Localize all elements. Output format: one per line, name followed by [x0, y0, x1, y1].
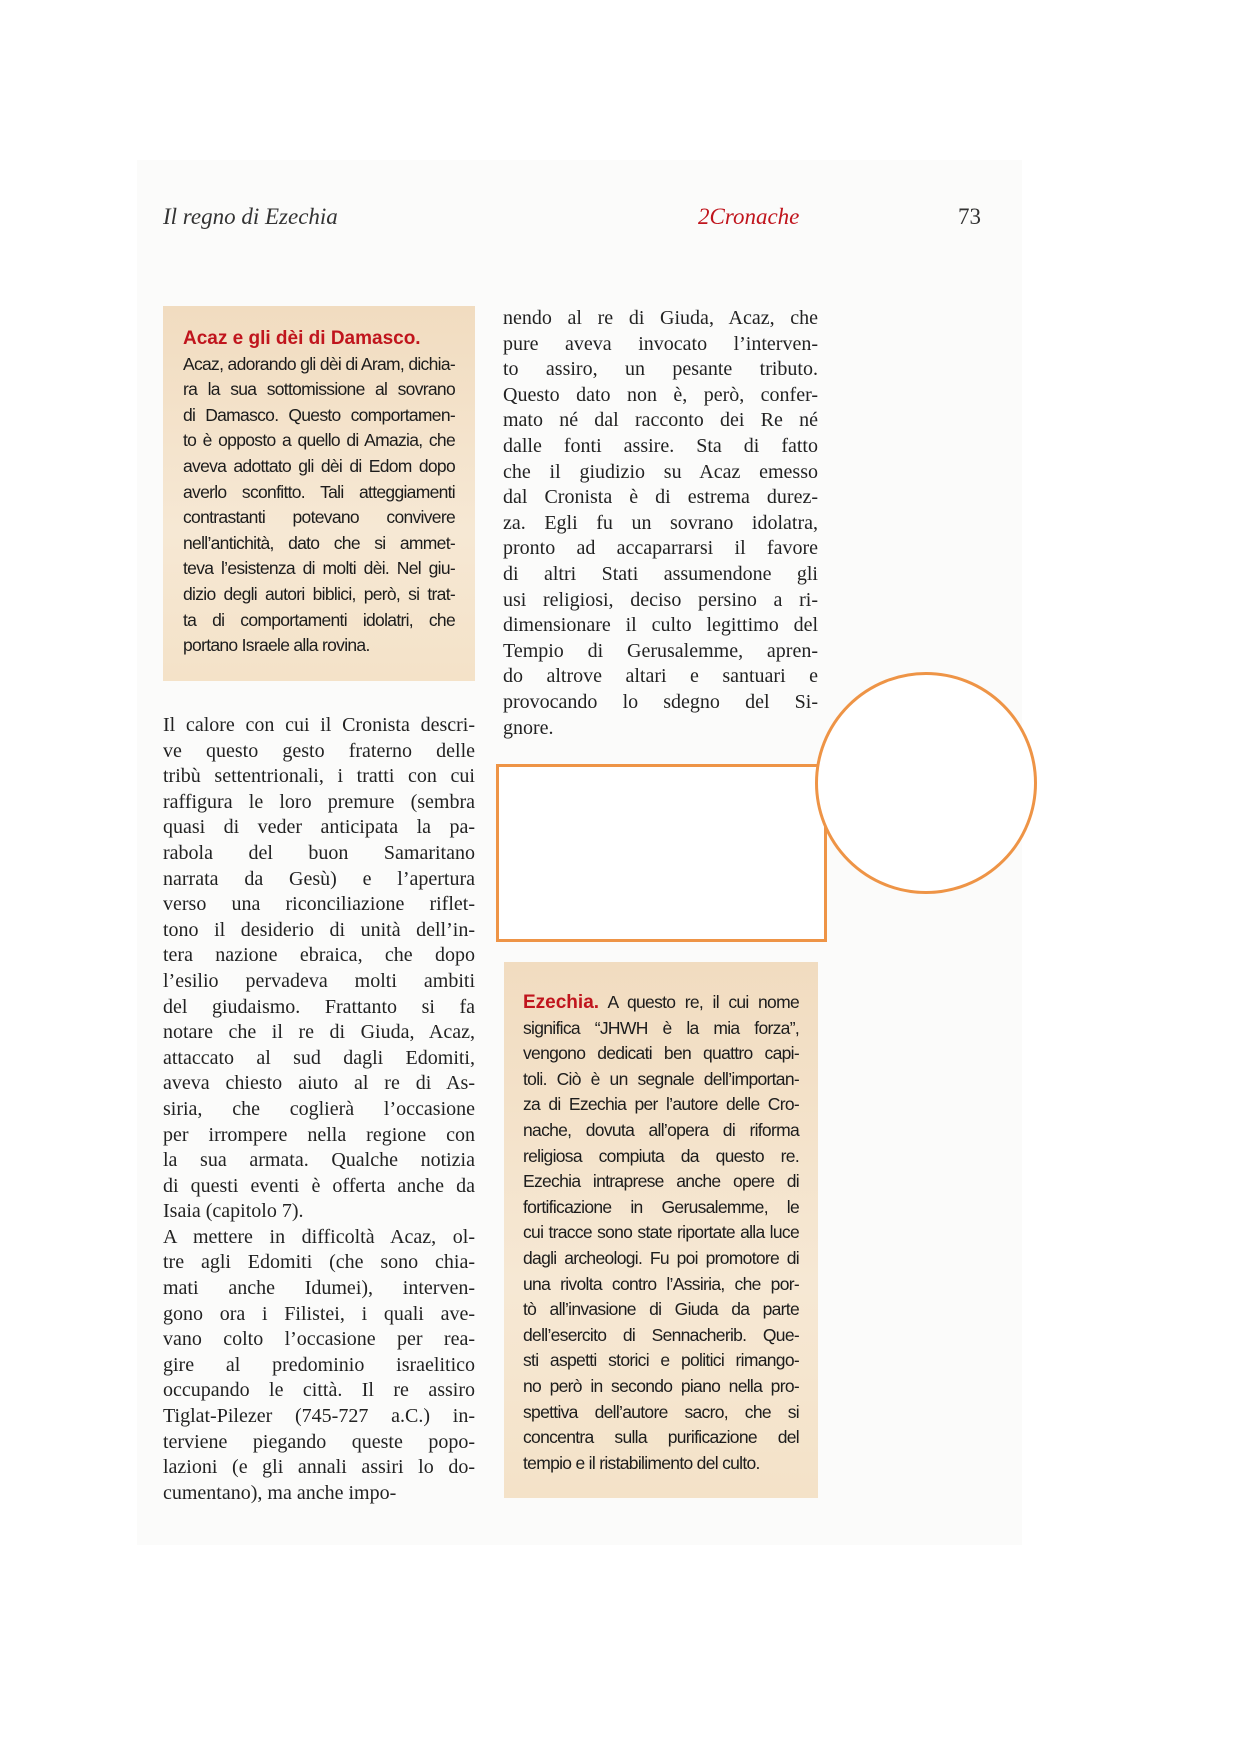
text-line: verso una riconciliazione riflet-: [163, 893, 475, 916]
text-line: ve questo gesto fraterno delle: [163, 739, 475, 762]
text-line: gnore.: [503, 716, 554, 739]
box-acaz-line: ta di comportamenti idolatri, che: [183, 609, 455, 630]
text-line: pure aveva invocato l’interven-: [503, 332, 818, 355]
box-ezechia-line: cui tracce sono state riportate alla luce: [523, 1222, 799, 1243]
text-line: di altri Stati assumendone gli: [503, 562, 818, 585]
text-line: Isaia (capitolo 7).: [163, 1200, 304, 1223]
text-line: do altrove altari e santuari e: [503, 665, 818, 688]
text-line: vano colto l’occasione per rea-: [163, 1328, 475, 1351]
text-line: di questi eventi è offerta anche da: [163, 1174, 475, 1197]
box-acaz-line: ra la sua sottomissione al sovrano: [183, 379, 455, 400]
box-ezechia-line: sti aspetti storici e politici rimango-: [523, 1350, 799, 1371]
box-acaz-line: teva l’esistenza di molti dèi. Nel giu-: [183, 558, 455, 579]
box-ezechia-first-line: A questo re, il cui nome: [607, 992, 800, 1012]
box-acaz-line: portano Israele alla rovina.: [183, 635, 370, 656]
box-acaz-text: [183, 326, 455, 659]
text-line: nendo al re di Giuda, Acaz, che: [503, 307, 818, 329]
box-ezechia-line: nache, dovuta all’opera di riforma: [523, 1119, 799, 1140]
text-line: quasi di veder anticipata la pa-: [163, 816, 475, 839]
text-line: gire al predominio israelitico: [163, 1353, 475, 1376]
running-header-book: 2Cronache: [698, 204, 800, 229]
text-line: provocando lo sdegno del Si-: [503, 690, 818, 713]
text-line: dal Cronista è di estrema durez-: [503, 486, 818, 509]
text-line: cumentano), ma anche impo-: [163, 1481, 397, 1504]
box-ezechia-text: [523, 990, 799, 1476]
annotation-rectangle: [496, 764, 827, 942]
box-acaz-title: Acaz e gli dèi di Damasco.: [183, 328, 421, 349]
box-ezechia-line: religiosa compiuta da questo re.: [523, 1145, 799, 1166]
text-line: mati anche Idumei), interven-: [163, 1277, 475, 1300]
box-acaz-line: di Damasco. Questo comportamen-: [183, 404, 455, 425]
text-line: tre agli Edomiti (che sono chia-: [163, 1251, 475, 1274]
box-ezechia-title: Ezechia.: [523, 992, 600, 1013]
text-line: attaccato al sud dagli Edomiti,: [163, 1046, 475, 1069]
box-ezechia-line: dell’esercito di Sennacherib. Que-: [523, 1324, 799, 1345]
text-line: Il calore con cui il Cronista descri-: [163, 714, 475, 736]
text-line: za. Egli fu un sovrano idolatra,: [503, 511, 818, 534]
text-line: del giudaismo. Frattanto si fa: [163, 995, 475, 1018]
text-line: usi religiosi, deciso persino a ri-: [503, 588, 818, 611]
left-text-column: [163, 713, 475, 1506]
text-line: aveva chiesto aiuto al re di As-: [163, 1072, 475, 1095]
text-line: mato né dal racconto dei Re né: [503, 409, 818, 432]
annotation-circle: [815, 672, 1037, 894]
text-line: tera nazione ebraica, che dopo: [163, 944, 475, 967]
text-line: narrata da Gesù) e l’apertura: [163, 867, 475, 890]
text-line: tono il desiderio di unità dell’in-: [163, 918, 475, 941]
box-acaz-line: Acaz, adorando gli dèi di Aram, dichia-: [183, 353, 455, 374]
middle-text-column: [503, 306, 818, 741]
text-line: che il giudizio su Acaz emesso: [503, 460, 818, 483]
text-line: per irrompere nella regione con: [163, 1123, 475, 1146]
text-line: occupando le città. Il re assiro: [163, 1379, 475, 1402]
box-ezechia-line: concentra sulla purificazione del: [523, 1427, 799, 1448]
text-line: to assiro, un pesante tributo.: [503, 358, 818, 381]
box-ezechia-line: za di Ezechia per l’autore delle Cro-: [523, 1094, 799, 1115]
box-acaz-line: nell’antichità, dato che si ammet-: [183, 532, 455, 553]
text-line: notare che il re di Giuda, Acaz,: [163, 1021, 475, 1044]
text-line: A mettere in difficoltà Acaz, ol-: [163, 1225, 475, 1248]
text-line: tribù settentrionali, i tratti con cui: [163, 765, 475, 788]
box-ezechia-line: vengono dedicati ben quattro capi-: [523, 1043, 799, 1064]
box-acaz-line: dizio degli autori biblici, però, si trat-: [183, 583, 455, 604]
box-ezechia-line: fortificazione in Gerusalemme, le: [523, 1196, 799, 1217]
box-acaz-line: aveva adottato gli dèi di Edom dopo: [183, 455, 455, 476]
box-ezechia-line: Ezechia intraprese anche opere di: [523, 1171, 799, 1192]
page-number: 73: [958, 204, 981, 229]
text-line: l’esilio pervadeva molti ambiti: [163, 969, 475, 992]
text-line: Tempio di Gerusalemme, apren-: [503, 639, 818, 662]
box-ezechia-line: no però in secondo piano nella pro-: [523, 1375, 799, 1396]
text-line: Tiglat-Pilezer (745-727 a.C.) in-: [163, 1405, 475, 1428]
text-line: Questo dato non è, però, confer-: [503, 383, 818, 406]
box-ezechia-line: tempio e il ristabilimento del culto.: [523, 1452, 760, 1473]
text-line: dimensionare il culto legittimo del: [503, 614, 818, 637]
box-ezechia-line: toli. Ciò è un segnale dell’importan-: [523, 1068, 799, 1089]
box-acaz-line: to è opposto a quello di Amazia, che: [183, 430, 455, 451]
box-acaz-line: averlo sconfitto. Tali atteggiamenti: [183, 481, 455, 502]
text-line: lazioni (e gli annali assiri lo do-: [163, 1456, 475, 1479]
box-ezechia-line: dagli archeologi. Fu poi promotore di: [523, 1247, 799, 1268]
box-ezechia-line: spettiva dell’autore sacro, che si: [523, 1401, 799, 1422]
box-ezechia-line: tò all’invasione di Giuda da parte: [523, 1299, 799, 1320]
box-ezechia-line: significa “JHWH è la mia forza”,: [523, 1017, 799, 1038]
text-line: siria, che coglierà l’occasione: [163, 1097, 475, 1120]
box-acaz-line: contrastanti potevano convivere: [183, 507, 455, 528]
text-line: rabola del buon Samaritano: [163, 841, 475, 864]
text-line: terviene piegando queste popo-: [163, 1430, 475, 1453]
text-line: pronto ad accaparrarsi il favore: [503, 537, 818, 560]
text-line: dalle fonti assire. Sta di fatto: [503, 434, 818, 457]
text-line: raffigura le loro premure (sembra: [163, 790, 475, 813]
box-ezechia-line: una rivolta contro l’Assiria, che por-: [523, 1273, 799, 1294]
text-line: gono ora i Filistei, i quali ave-: [163, 1302, 475, 1325]
text-line: la sua armata. Qualche notizia: [163, 1149, 475, 1172]
running-header-title: Il regno di Ezechia: [163, 204, 338, 229]
